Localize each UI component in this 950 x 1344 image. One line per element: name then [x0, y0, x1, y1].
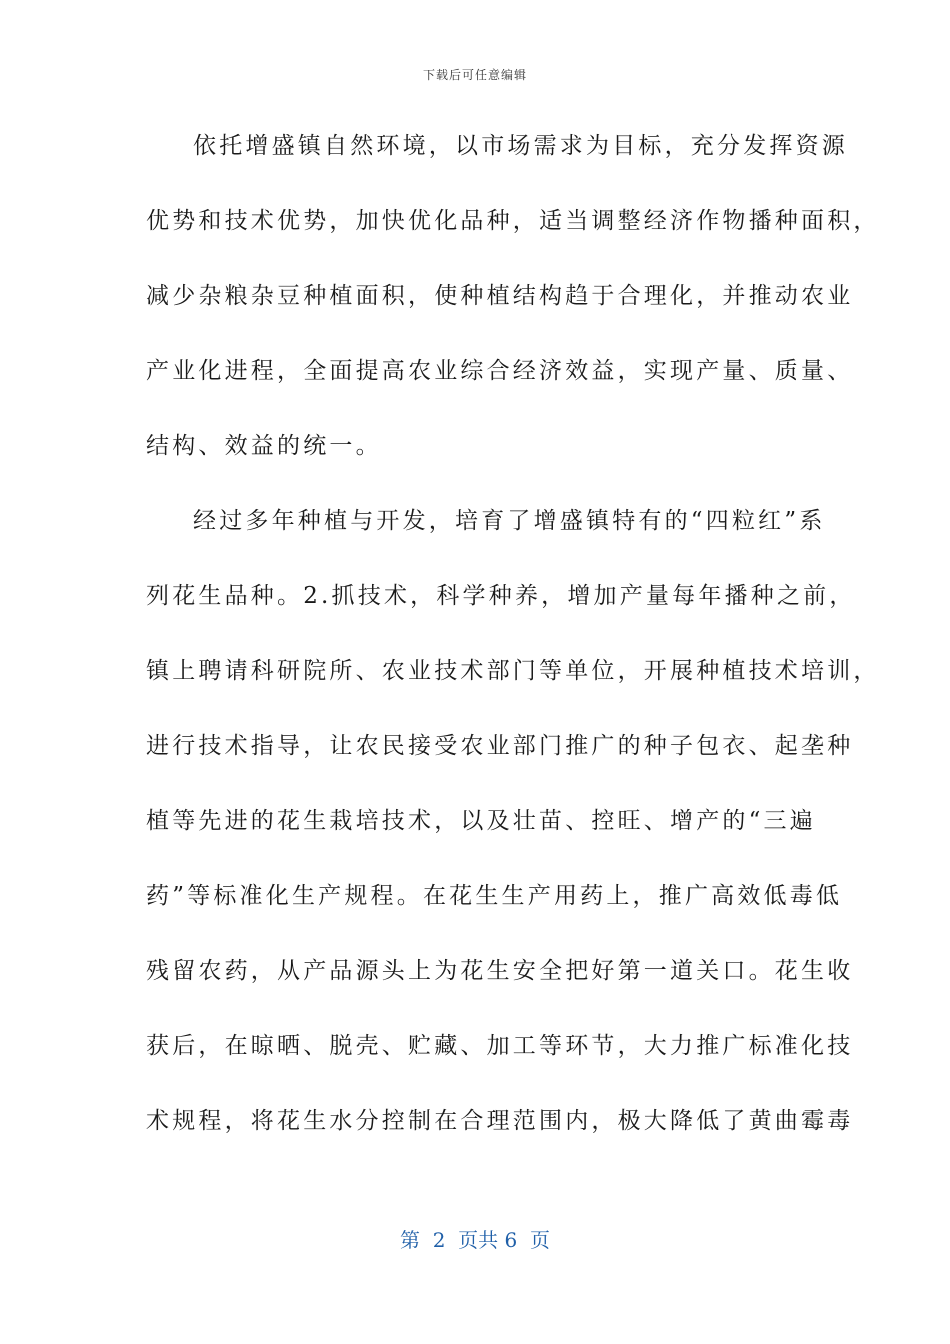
paragraph-2-line-4: 进行技术指导，让农民接受农业部门推广的种子包衣、起垄种: [146, 733, 854, 759]
paragraph-1-line-5: 结构、效益的统一。: [146, 433, 382, 459]
paragraph-1-line-2: 优势和技术优势，加快优化品种，适当调整经济作物播种面积，: [146, 208, 880, 234]
paragraph-2-line-9: 术规程，将花生水分控制在合理范围内，极大降低了黄曲霉毒: [146, 1108, 854, 1134]
paragraph-1-line-4: 产业化进程，全面提高农业综合经济效益，实现产量、质量、: [146, 358, 854, 384]
paragraph-2-line-8: 获后，在晾晒、脱壳、贮藏、加工等环节，大力推广标准化技: [146, 1033, 854, 1059]
paragraph-2-line-2: 列花生品种。2.抓技术，科学种养，增加产量每年播种之前，: [146, 583, 856, 609]
paragraph-2-line-1: 经过多年种植与开发，培育了增盛镇特有的“四粒红”系: [193, 508, 826, 534]
paragraph-1-line-1: 依托增盛镇自然环境，以市场需求为目标，充分发挥资源: [193, 133, 848, 159]
paragraph-2-line-7: 残留农药，从产品源头上为花生安全把好第一道关口。花生收: [146, 958, 854, 984]
paragraph-2-line-3: 镇上聘请科研院所、农业技术部门等单位，开展种植技术培训，: [146, 658, 880, 684]
document-body: [146, 124, 880, 1174]
paragraph-2-line-5: 植等先进的花生栽培技术，以及壮苗、控旺、增产的“三遍: [146, 808, 816, 834]
page-number-footer: 第 2 页共 6 页: [400, 1228, 550, 1252]
paragraph-1-line-3: 减少杂粮杂豆种植面积，使种植结构趋于合理化，并推动农业: [146, 283, 854, 309]
paragraph-2-line-6: 药”等标准化生产规程。在花生生产用药上，推广高效低毒低: [146, 883, 843, 909]
page-header-note: 下载后可任意编辑: [422, 68, 527, 82]
